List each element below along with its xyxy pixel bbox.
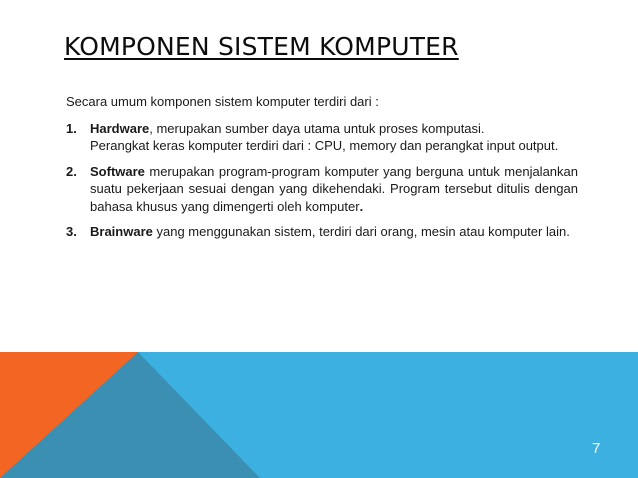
software-description: merupakan program-program komputer yang berguna untuk menjalankan suatu pekerjaan sesuai dengan yang dikehendaki. Program tersebut ditulis dengan bahasa khusus yang dimengerti oleh komputer <box>90 163 578 214</box>
component-list <box>66 120 578 241</box>
hardware-description: , merupakan sumber daya utama untuk proses komputasi. <box>149 120 485 136</box>
software-period: . <box>359 198 364 214</box>
page-number: 7 <box>592 440 601 457</box>
item-number: 3. <box>66 224 77 239</box>
term-hardware: Hardware <box>90 120 150 136</box>
decorative-footer-band <box>0 352 638 478</box>
term-brainware: Brainware <box>90 224 153 239</box>
intro-text: Secara umum komponen sistem komputer terdiri dari : <box>66 94 379 109</box>
item-number: 2. <box>66 163 77 179</box>
slide-title: KOMPONEN SISTEM KOMPUTER <box>64 32 459 61</box>
list-item-brainware <box>66 223 578 241</box>
item-number: 1. <box>66 120 77 136</box>
list-item-software <box>66 163 578 216</box>
list-item-hardware <box>66 120 578 155</box>
hardware-continuation: Perangkat keras komputer terdiri dari : CPU, memory dan perangkat input output. <box>90 138 559 153</box>
slide-body <box>66 93 578 249</box>
brainware-description: yang menggunakan sistem, terdiri dari orang, mesin atau komputer lain. <box>152 224 570 239</box>
term-software: Software <box>90 163 145 179</box>
